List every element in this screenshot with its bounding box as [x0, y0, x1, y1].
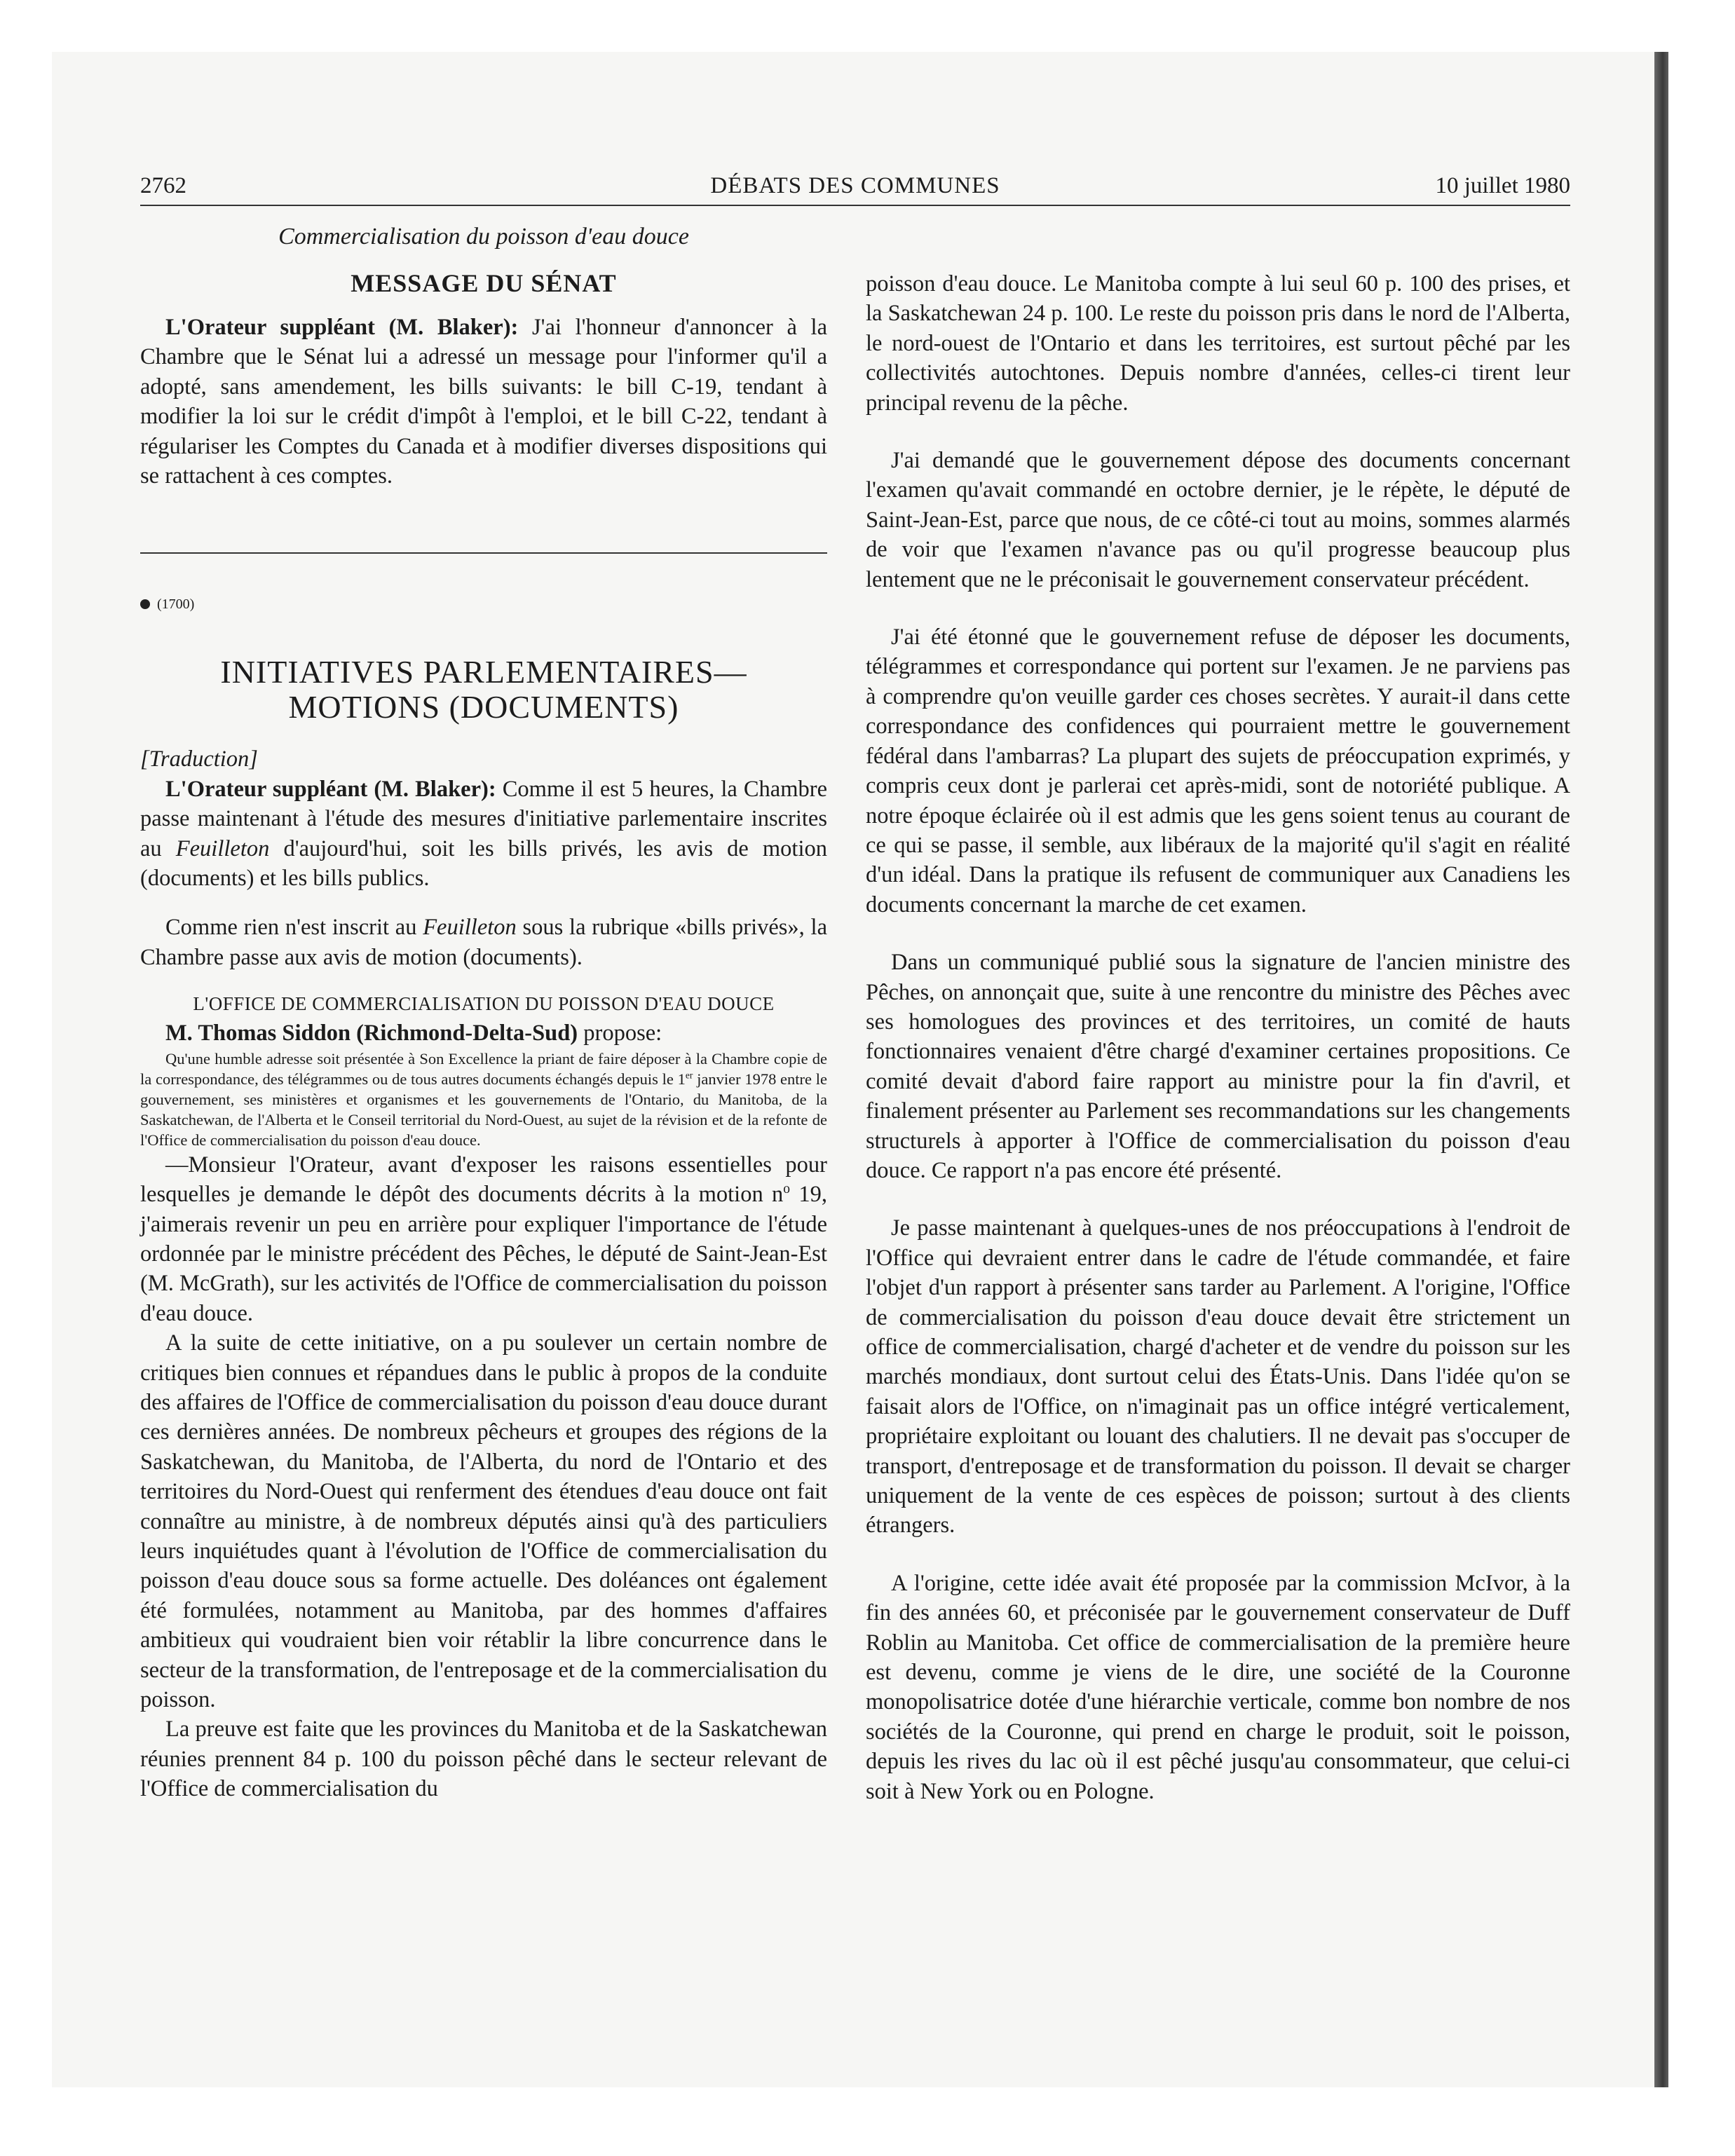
- speaker2-text-b: d'aujourd'hui, soit les bills privés, les avis de motion (documents) et les bills publics.: [140, 835, 827, 892]
- paragraph-preoccupations: Je passe maintenant à quelques-unes de nos préoccupations à l'endroit de l'Office qui devraient entrer dans le cadre de l'étude commandée, et faire l'objet d'un rapport à présenter sans tarder au Parlement. A l'origine, l'Office de commercialisation du poisson d'eau douce devait être strictement un office de commercialisation, chargé d'acheter et de vendre du poisson sur les marchés mondiaux, dont surtout celui des États-Unis. Dans l'idée qu'on se faisait alors de l'Office, on n'imaginait pas un office intégré verticalement, propriétaire exploitant ou louant des chalutiers. Il ne devait pas s'occuper de transport, d'entreposage et de transformation du poisson. Il devait se charger uniquement de la vente de ces espèces de poisson; surtout à des clients étrangers.: [866, 1215, 1570, 1538]
- page-header: [140, 172, 1570, 208]
- publication-title: DÉBATS DES COMMUNES: [710, 173, 1000, 198]
- page-date: 10 juillet 1980: [1435, 173, 1570, 198]
- paragraph-preuve: La preuve est faite que les provinces du Manitoba et de la Saskatchewan réunies prennent 84 p. 100 du poisson pêché dans le secteur relevant de l'Office de commercialisation du: [140, 1717, 827, 1802]
- bullet-icon: [140, 599, 150, 609]
- para3-sup: o: [783, 1182, 791, 1197]
- para3-text-a: —Monsieur l'Orateur, avant d'exposer les raisons essentielles pour lesquelles je demande le dépôt des documents décrits à la motion n: [140, 1152, 827, 1208]
- speaker-name-2: L'Orateur suppléant (M. Blaker):: [165, 776, 496, 802]
- para3-text-b: 19, j'aimerais revenir un peu en arrière pour expliquer l'importance de l'étude ordonnée par le ministre précédent des Pêches, le député de Saint-Jean-Est (M. McGrath), sur les activités de l'Office de commercialisation du poisson d'eau douce.: [140, 1182, 827, 1326]
- translation-note: [Traduction]: [140, 746, 258, 772]
- right-column: [866, 269, 1570, 1806]
- feuilleton-ref-2: Feuilleton: [423, 915, 517, 941]
- paragraph-communique: Dans un communiqué publié sous la signature de l'ancien ministre des Pêches, on annonçait que, suite à une rencontre du ministre des Pêches avec ses homologues des provinces et des territoires, un comité de hauts fonctionnaires venaient d'être chargé d'examiner certaines propositions. Ce comité devait d'abord faire rapport au ministre pour la fin d'avril, et finalement présenter au Parlement ses recommandations sur les changements structurels à apporter à l'Office de commercialisation du poisson d'eau douce. Ce rapport n'a pas encore été présenté.: [866, 950, 1570, 1183]
- motion-sup: er: [685, 1070, 693, 1081]
- time-marker-label: (1700): [157, 596, 195, 613]
- senate-message-text: J'ai l'honneur d'annoncer à la Chambre que le Sénat lui a adressé un message pour l'informer qu'il a adopté, sans amendement, les bills suivants: le bill C-19, tendant à modifier la loi sur le crédit d'impôt à l'emploi, et le bill C-22, tendant à régulariser les Comptes du Canada et à modifier diverses dispositions qui se rattachent à ces comptes.: [140, 315, 827, 489]
- paragraph-documents-demand: J'ai demandé que le gouvernement dépose des documents concernant l'examen qu'avait commandé en octobre dernier, je le répète, le député de Saint-Jean-Est, parce que nous, de ce côté-ci tout au moins, sommes alarmés de voir que l'examen n'avance pas ou qu'il progresse beaucoup plus lentement que ne le préconisait le gouvernement conservateur précédent.: [866, 448, 1570, 592]
- header-rule: [140, 205, 1570, 206]
- paragraph-critiques: A la suite de cette initiative, on a pu soulever un certain nombre de critiques bien connues et répandues dans le public à propos de la conduite des affaires de l'Office de commercialisation du poisson d'eau douce durant ces dernières années. De nombreux pêcheurs et groupes des régions de la Saskatchewan, du Manitoba, de l'Alberta, du nord de l'Ontario et des territoires du Nord-Ouest qui renferment des étendues d'eau douce ont fait connaître au ministre, à de nombreux députés ainsi qu'à des particuliers leurs inquiétudes quant à l'évolution de l'Office de commercialisation du poisson d'eau douce sous sa forme actuelle. Des doléances ont également été formulées, notamment au Manitoba, par des hommes d'affaires ambitieux qui voudraient bien voir rétablir la libre concurrence dans le secteur de la transformation, de l'entreposage et de la commercialisation du poisson.: [140, 1330, 827, 1712]
- para2-text-b: sous la rubrique «bills privés», la Chambre passe aux avis de motion (documents).: [140, 915, 827, 970]
- motion-text: [140, 1049, 827, 1150]
- mover-line: [140, 1018, 827, 1048]
- left-column: [140, 221, 827, 1804]
- motion-subheading: L'OFFICE DE COMMERCIALISATION DU POISSON D'EAU DOUCE: [193, 993, 775, 1015]
- page-number: 2762: [140, 173, 186, 198]
- time-marker: [140, 594, 827, 614]
- mover-name: M. Thomas Siddon (Richmond-Delta-Sud): [165, 1021, 578, 1046]
- speaker2-paragraph: [140, 775, 827, 894]
- paragraph-continuation: poisson d'eau douce. Le Manitoba compte à lui seul 60 p. 100 des prises, et la Saskatchewan 24 p. 100. Le reste du poisson pris dans le nord de l'Alberta, le nord-ouest de l'Ontario et dans les territoires, est surtout pêché par les collectivités autochtones. Depuis nombre d'années, celles-ci tirent leur principal revenu de la pêche.: [866, 271, 1570, 416]
- paragraph-bills-prives: [140, 913, 827, 972]
- motion-text-b: janvier 1978 entre le gouvernement, ses ministères et organismes et les gouvernements de l'Ontario, du Manitoba, de la Saskatchewan, de l'Alberta et le Conseil territorial du Nord-Ouest, au sujet de la révision et de la refonte de l'Office de commercialisation du poisson d'eau douce.: [140, 1070, 827, 1149]
- feuilleton-ref-1: Feuilleton: [175, 835, 270, 861]
- message-heading: MESSAGE DU SÉNAT: [351, 269, 617, 297]
- speaker-name: L'Orateur suppléant (M. Blaker):: [165, 315, 519, 340]
- mover-verb: propose:: [578, 1021, 662, 1046]
- section-title-line-1: INITIATIVES PARLEMENTAIRES—: [220, 654, 747, 690]
- paragraph-origin: A l'origine, cette idée avait été proposée par la commission McIvor, à la fin des années 60, et préconisée par le gouvernement conservateur de Duff Roblin au Manitoba. Cet office de commercialisation de la première heure est devenu, comme je viens de le dire, une société de la Couronne monopolisatrice dotée d'une hiérarchie verticale, comme bon nombre de nos sociétés de la Couronne, qui prend en charge le produit, soit le poisson, depuis les rives du lac où il est pêché jusqu'au consommateur, que celui-ci soit à New York ou en Pologne.: [866, 1570, 1570, 1804]
- binding-edge: [1654, 52, 1668, 2087]
- section-title-line-2: MOTIONS (DOCUMENTS): [288, 689, 679, 725]
- paragraph-refusal: J'ai été étonné que le gouvernement refuse de déposer les documents, télégrammes et correspondance qui portent sur l'examen. Je ne parviens pas à comprendre qu'on veuille garder ces choses secrètes. Y aurait-il dans cette correspondance des confidences qui pourraient mettre le gouvernement fédéral dans l'ambarras? La plupart des sujets de préoccupation exprimés, y compris ceux dont je parlerai cet après-midi, sont de notoriété publique. A notre époque éclairée où il est admis que les gens soient tenus au courant de ce qui se passe, il semble, aux libéraux de la majorité qu'il s'agit en réalité d'un idéal. Dans la pratique ils refusent de communiquer aux Canadiens les documents concernant la marche de cet examen.: [866, 625, 1570, 917]
- speaker2-text-a: Comme il est 5 heures, la Chambre passe maintenant à l'étude des mesures d'initiative parlementaire inscrites au: [140, 776, 827, 861]
- para2-text-a: Comme rien n'est inscrit au: [165, 915, 423, 941]
- section-title: [140, 655, 827, 725]
- paragraph-siddon-intro: [140, 1150, 827, 1328]
- section-divider: [140, 552, 827, 554]
- subject-heading: Commercialisation du poisson d'eau douce: [278, 224, 689, 250]
- senate-message-paragraph: [140, 313, 827, 491]
- motion-text-a: Qu'une humble adresse soit présentée à Son Excellence la priant de faire déposer à la Chambre copie de la correspondance, des télégrammes ou de tous autres documents échangés depuis le 1: [140, 1049, 827, 1088]
